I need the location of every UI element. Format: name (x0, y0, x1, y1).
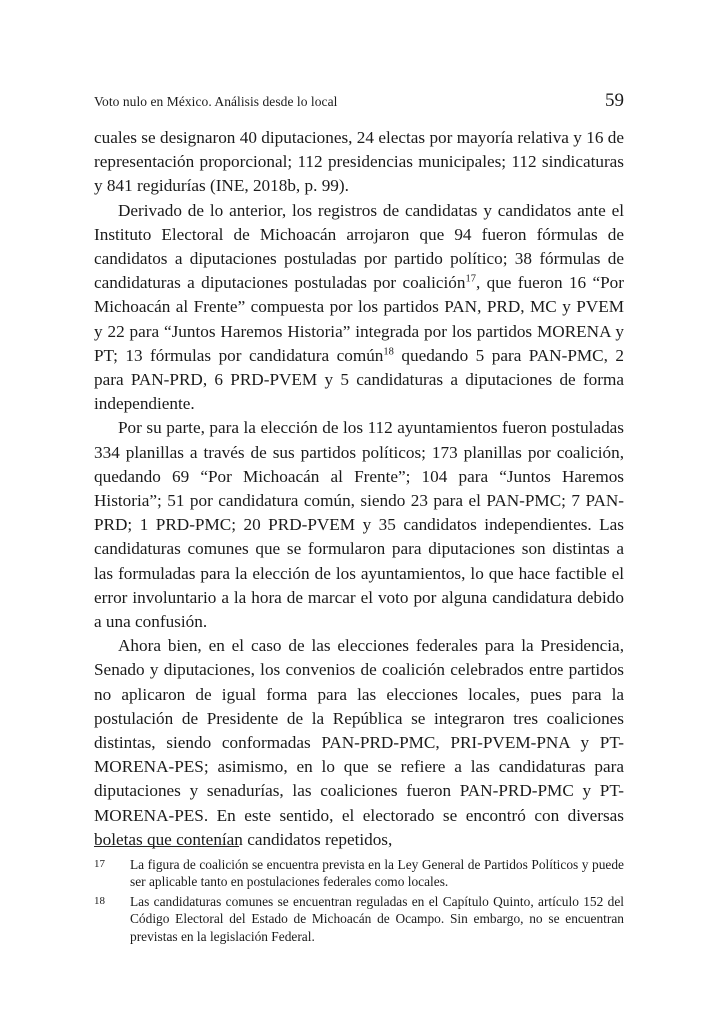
footnote-ref-17[interactable]: 17 (465, 273, 476, 285)
paragraph-3: Por su parte, para la elección de los 112 ayuntamientos fueron postuladas 334 planillas a través de sus partidos políticos; 173 planillas por coalición, quedando 69 “Por Michoacán al Frente”; 104 para “Juntos Haremos Historia”; 51 por candidatura común, siendo 23 para el PAN-PMC; 7 PAN-PRD; 1 PRD-PMC; 20 PRD-PVEM y 35 candidatos independientes. Las candidaturas comunes que se formularon para diputaciones son distintas a las formuladas para la elección de los ayuntamientos, lo que hace factible el error involuntario a la hora de marcar el voto por alguna candidatura debido a una confusión. (94, 418, 624, 632)
footnote-text: Las candidaturas comunes se encuentran reguladas en el Capítulo Quinto, artículo 152 del Código Electoral del Estado de Michoacán de Ocampo. Sin embargo, no se encuentran previstas en la legislación Federal. (130, 893, 624, 944)
main-text (94, 126, 624, 852)
paragraph-2-part-2: , que fueron 16 “Por Michoacán al Frente” compuesta por los partidos PAN, PRD, MC y PVEM y 22 para “Juntos Haremos Historia” integrada por los partidos MORENA y PT; 13 fórmulas por candidatura común (94, 273, 624, 365)
paragraph-1: cuales se designaron 40 diputaciones, 24 electas por mayoría relativa y 16 de representación proporcional; 112 presidencias municipales; 112 sindicaturas y 841 regidurías (INE, 2018b, p. 99). (94, 128, 624, 196)
paragraph-2-part-3: quedando 5 para PAN-PMC, 2 para PAN-PRD, 6 PRD-PVEM y 5 candidaturas a diputaciones de forma independiente. (94, 345, 624, 414)
footnote-17 (94, 856, 624, 891)
running-header (94, 86, 624, 112)
footnote-number: 18 (94, 894, 105, 907)
footnotes (94, 856, 624, 947)
footnote-ref-18[interactable]: 18 (383, 346, 394, 358)
footnote-divider (94, 846, 239, 847)
running-title: Voto nulo en México. Análisis desde lo local (94, 94, 338, 109)
paragraph-2 (94, 199, 624, 417)
page-number: 59 (605, 90, 624, 111)
paragraph-4: Ahora bien, en el caso de las elecciones federales para la Presidencia, Senado y diputaciones, los convenios de coalición celebrados entre partidos no aplicaron de igual forma para las elecciones locales, pues para la postulación de Presidente de la República se integraron tres coaliciones distintas, siendo conformadas PAN-PRD-PMC, PRI-PVEM-PNA y PT-MORENA-PES; asimismo, en lo que se refiere a las candidaturas para diputaciones y senadurías, las coaliciones fueron PAN-PRD-PMC y PT-MORENA-PES. En este sentido, el electorado se encontró con diversas boletas que contenían candidatos repetidos, (94, 636, 624, 849)
paragraph-2-part-1: Derivado de lo anterior, los registros de candidatas y candidatos ante el Instituto Electoral de Michoacán arrojaron que 94 fueron fórmulas de candidatos a diputaciones postuladas por partido político; 38 fórmulas de candidaturas a diputaciones postuladas por coalición (94, 200, 624, 293)
footnote-number: 17 (94, 858, 105, 870)
footnote-18 (94, 893, 624, 945)
footnote-text: La figura de coalición se encuentra prevista en la Ley General de Partidos Políticos y puede ser aplicable tanto en postulaciones federales como locales. (130, 857, 624, 890)
